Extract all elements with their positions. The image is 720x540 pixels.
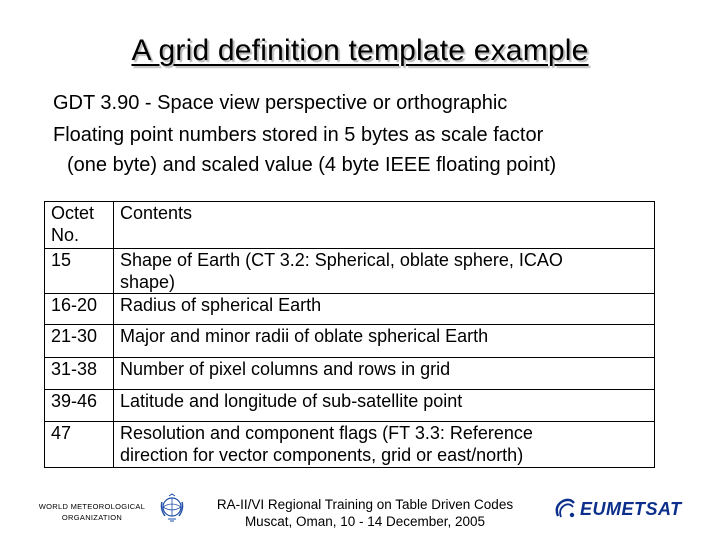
octet-cell: 15 xyxy=(45,249,114,294)
table-row xyxy=(45,294,655,325)
contents-cell: Major and minor radii of oblate spherical Earth xyxy=(114,325,655,358)
table-header-row xyxy=(45,202,655,249)
octet-cell: 47 xyxy=(45,422,114,468)
octet-cell: 39-46 xyxy=(45,390,114,422)
header-octet-no: Octet No. xyxy=(45,202,114,249)
event-dates: Muscat, Oman, 10 - 14 December, 2005 xyxy=(244,514,486,529)
octet-contents-table xyxy=(44,201,655,468)
contents-cell: Resolution and component flags (FT 3.3: Reference direction for vector components, grid or east/north) xyxy=(114,422,655,468)
eumetsat-swirl-icon xyxy=(552,496,578,522)
octet-cell: 21-30 xyxy=(45,325,114,358)
bullet-floating-point-line1: Floating point numbers stored in 5 bytes as scale factor xyxy=(53,124,544,146)
table-row xyxy=(45,390,655,422)
header-contents: Contents xyxy=(114,202,655,249)
contents-cell: Number of pixel columns and rows in grid xyxy=(114,358,655,390)
table-row xyxy=(45,249,655,294)
slide-title: A grid definition template example xyxy=(131,34,589,67)
bullet-gdt-description: GDT 3.90 - Space view perspective or orthographic xyxy=(53,92,508,114)
event-name: RA-II/VI Regional Training on Table Driven Codes xyxy=(216,497,514,512)
bullet-floating-point-line2: (one byte) and scaled value (4 byte IEEE floating point) xyxy=(67,154,557,176)
wmo-emblem-icon xyxy=(159,493,185,523)
wmo-name: WORLD METEOROLOGICAL ORGANIZATION xyxy=(38,502,146,522)
contents-cell: Latitude and longitude of sub-satellite point xyxy=(114,390,655,422)
event-info xyxy=(200,496,530,530)
eumetsat-logo-text: EUMETSAT xyxy=(580,499,682,519)
table-row xyxy=(45,422,655,468)
bullet-floating-point xyxy=(53,120,713,180)
contents-cell: Radius of spherical Earth xyxy=(114,294,655,325)
octet-cell: 16-20 xyxy=(45,294,114,325)
table-row xyxy=(45,325,655,358)
contents-cell: Shape of Earth (CT 3.2: Spherical, oblate sphere, ICAO shape) xyxy=(114,249,655,294)
wmo-branding xyxy=(32,493,192,533)
table-row xyxy=(45,358,655,390)
octet-cell: 31-38 xyxy=(45,358,114,390)
